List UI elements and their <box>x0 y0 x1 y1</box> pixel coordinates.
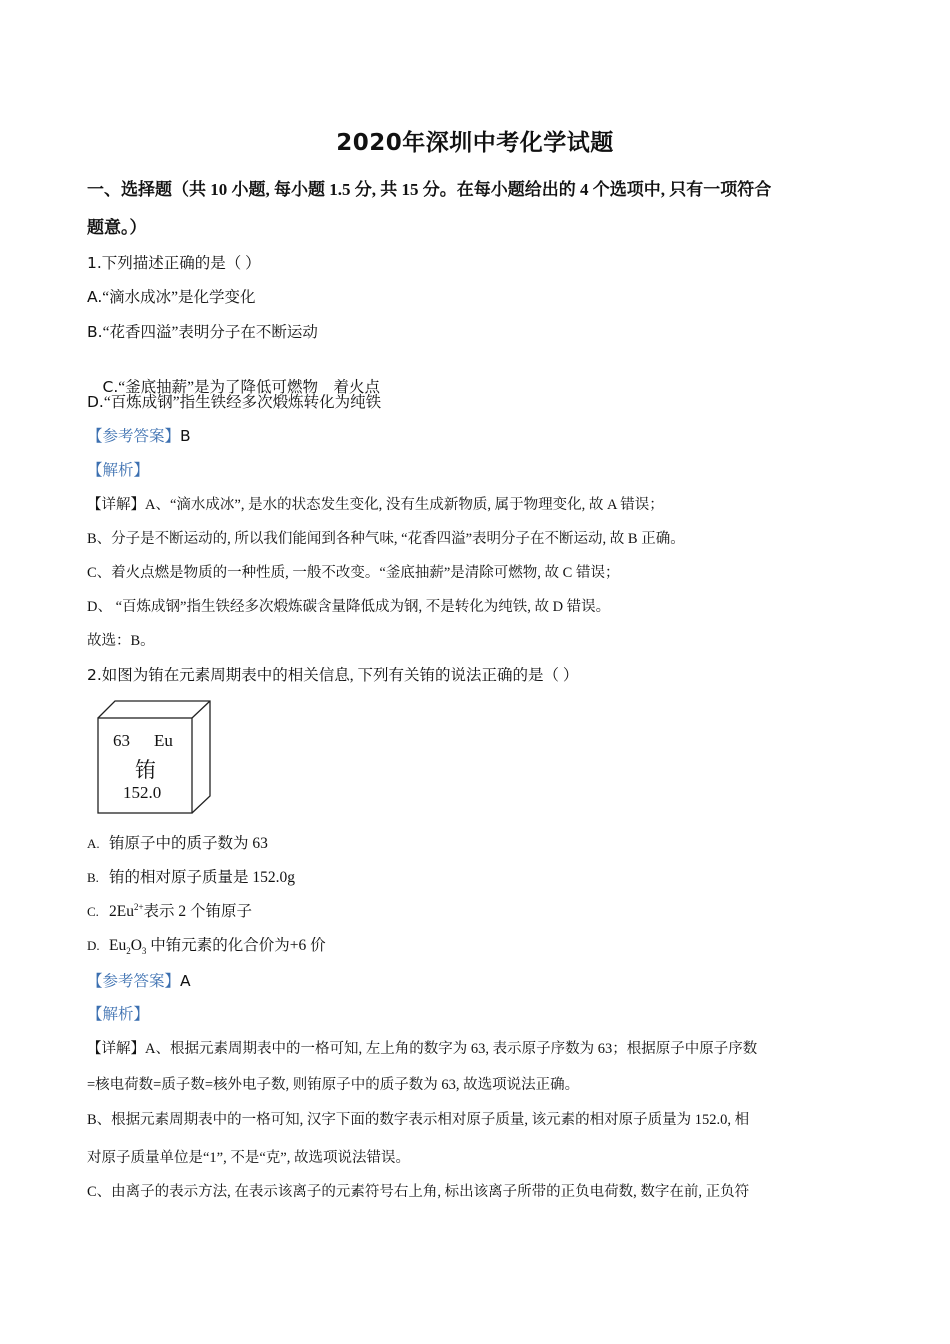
q1-explanation-text1: A、“滴水成冰”, 是水的状态发生变化, 没有生成新物质, 属于物理变化, 故 A 错误； <box>145 497 664 513</box>
q1-answer-value: B <box>180 427 191 445</box>
section-heading-line1: 一、选择题（共 10 小题, 每小题 1.5 分, 共 15 分。在每小题给出的 4 个选项中, 只有一项符合 <box>87 180 772 199</box>
element-atomic-mass: 152.0 <box>123 783 162 802</box>
element-symbol: Eu <box>154 731 173 750</box>
section-heading-line2: 题意。） <box>87 218 147 237</box>
q2-option-c <box>87 902 252 922</box>
q2-option-d-letter: D. <box>87 938 100 953</box>
q1-detail-label: 【详解】 <box>87 497 145 513</box>
q1-explanation-line2: B、分子是不断运动的, 所以我们能闻到各种气味, “花香四溢”表明分子在不断运动, 故 B 正确。 <box>87 531 685 547</box>
q2-answer-value: A <box>180 972 191 990</box>
q2-option-c-formula: 2Eu <box>109 903 134 920</box>
q2-answer <box>87 971 191 992</box>
q2-explanation-line2: =核电荷数=质子数=核外电子数, 则铕原子中的质子数为 63, 故选项说法正确。 <box>87 1077 580 1093</box>
q2-option-b-text: 铕的相对原子质量是 152.0g <box>109 869 296 886</box>
q2-option-d-formula-eu: Eu <box>109 937 127 954</box>
q1-option-b-text: “花香四溢”表明分子在不断运动 <box>102 324 318 341</box>
q1-option-d-text: “百炼成钢”指生铁经多次煅炼转化为纯铁 <box>103 394 382 411</box>
q2-explanation-line4: 对原子质量单位是“1”, 不是“克”, 故选项说法错误。 <box>87 1150 410 1166</box>
q1-option-c-text: “釜底抽薪”是为了降低可燃物 着火点 <box>118 379 381 396</box>
q1-stem-text: 下列描述正确的是（ ） <box>101 255 261 272</box>
q2-option-a-letter: A. <box>87 836 100 851</box>
q1-option-a-text: “滴水成冰”是化学变化 <box>102 289 256 306</box>
q1-option-a-letter: A. <box>87 288 103 306</box>
q1-option-b <box>87 322 318 343</box>
q2-option-d <box>87 936 326 956</box>
q2-stem-text: 如图为铕在元素周期表中的相关信息, 下列有关铕的说法正确的是（ ） <box>101 667 579 684</box>
q1-answer-label: 【参考答案】 <box>87 428 181 445</box>
q2-option-c-text: 表示 2 个铕原子 <box>143 903 253 920</box>
q2-option-b-letter: B. <box>87 870 99 885</box>
q2-explanation-line1 <box>87 1039 757 1059</box>
q2-option-b <box>87 868 295 888</box>
q2-explanation-line5: C、由离子的表示方法, 在表示该离子的元素符号右上角, 标出该离子所带的正负电荷数, 数字在前, 正负符 <box>87 1184 750 1200</box>
q2-analysis-label: 【解析】 <box>87 1006 150 1023</box>
q2-option-c-charge: 2+ <box>133 901 144 912</box>
q1-option-d-letter: D. <box>87 393 104 411</box>
q2-option-d-formula-o: O <box>130 937 142 954</box>
q1-option-c-letter: C. <box>102 378 119 396</box>
q1-option-a <box>87 287 256 308</box>
q2-option-a-text: 铕原子中的质子数为 63 <box>109 835 268 852</box>
q1-explanation-line3: C、着火点燃是物质的一种性质, 一般不改变。“釜底抽薪”是清除可燃物, 故 C 错误； <box>87 565 620 581</box>
q2-number: 2. <box>87 666 102 684</box>
q2-explanation-text1: A、根据元素周期表中的一格可知, 左上角的数字为 63, 表示原子序数为 63；根据原子中原子序数 <box>145 1041 758 1057</box>
q1-explanation-line5: 故选：B。 <box>87 633 155 649</box>
q1-answer <box>87 426 191 447</box>
periodic-table-cell <box>97 700 213 815</box>
q1-option-d <box>87 392 381 413</box>
q1-explanation-line4: D、 “百炼成钢”指生铁经多次煅炼碳含量降低成为钢, 不是转化为纯铁, 故 D 错误。 <box>87 599 611 615</box>
q1-analysis-label: 【解析】 <box>87 462 150 479</box>
q2-option-c-letter: C. <box>87 904 99 919</box>
q2-detail-label: 【详解】 <box>87 1041 145 1057</box>
q2-option-d-text: 中铕元素的化合价为+6 价 <box>146 937 326 954</box>
element-atomic-number: 63 <box>113 731 130 750</box>
q2-explanation-line3: B、根据元素周期表中的一格可知, 汉字下面的数字表示相对原子质量, 该元素的相对原子质量为 152.0, 相 <box>87 1112 750 1128</box>
element-name: 铕 <box>135 758 156 782</box>
q1-number: 1. <box>87 254 102 272</box>
q1-option-b-letter: B. <box>87 323 103 341</box>
q2-option-d-sub2: 3 <box>141 946 147 957</box>
page-title: 2020年深圳中考化学试题 <box>336 130 614 156</box>
q1-stem <box>87 253 261 274</box>
q2-answer-label: 【参考答案】 <box>87 973 181 990</box>
q2-stem <box>87 665 578 686</box>
q2-option-a <box>87 834 268 854</box>
q2-option-d-sub1: 2 <box>126 946 131 957</box>
q1-explanation-line1 <box>87 495 664 515</box>
